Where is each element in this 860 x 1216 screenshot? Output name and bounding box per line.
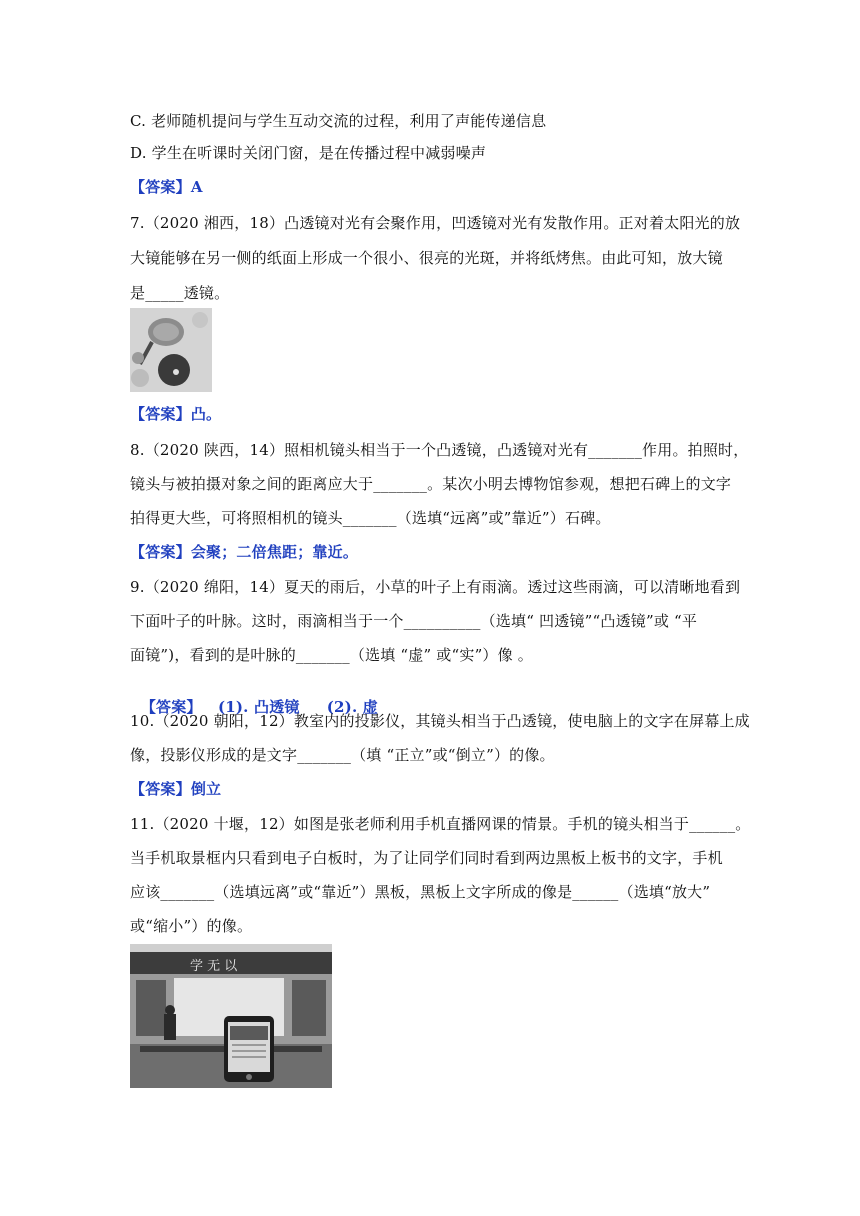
magnifier-photo [130,308,212,392]
q10-answer [130,779,221,799]
q11-line-3: 应该_______（选填远离”或“靠近”）黑板，黑板上文字所成的像是______（选填“放大” [130,883,711,901]
answer-value: 会聚；二倍焦距；靠近。 [190,543,359,561]
board-text: 学 无 以 [190,959,238,974]
answer-label: 【答案】 [130,543,191,561]
answer-value: A [190,178,203,196]
q6-answer [130,177,203,197]
q11-line-4: 或“缩小”）的像。 [130,917,253,935]
answer-value: 凸。 [190,405,222,423]
answer-value: (1). 凸透镜 (2). 虚 [201,698,379,716]
q11-line-2: 当手机取景框内只看到电子白板时，为了让同学们同时看到两边黑板上板书的文字，手机 [130,849,723,867]
magnifier-image [130,308,212,392]
answer-label: 【答案】 [130,405,191,423]
answer-label: 【答案】 [140,698,202,716]
option-c: C. 老师随机提问与学生互动交流的过程，利用了声能传递信息 [130,112,547,130]
q10-line-1: 10.（2020 朝阳，12）教室内的投影仪，其镜头相当于凸透镜，使电脑上的文字在屏幕上成 [130,712,750,730]
answer-label: 【答案】 [130,178,191,196]
q10-line-2: 像，投影仪形成的是文字_______（填 “正立”或“倒立”）的像。 [130,746,555,764]
classroom-photo [130,944,332,1088]
answer-label: 【答案】 [130,780,191,798]
q11-line-1: 11.（2020 十堰，12）如图是张老师利用手机直播网课的情景。手机的镜头相当于______。 [130,815,751,833]
option-d: D. 学生在听课时关闭门窗，是在传播过程中减弱噪声 [130,144,487,162]
q8-line-2: 镜头与被拍摄对象之间的距离应大于_______。某次小明去博物馆参观，想把石碑上的文字 [130,475,732,493]
q7-line-1: 7.（2020 湘西，18）凸透镜对光有会聚作用，凹透镜对光有发散作用。正对着太阳光的放 [130,214,741,232]
answer-value: 倒立 [190,780,222,798]
q9-line-3: 面镜”)，看到的是叶脉的_______（选填 “虚” 或“实”）像 。 [130,646,534,664]
q8-answer [130,542,358,562]
q9-line-1: 9.（2020 绵阳，14）夏天的雨后，小草的叶子上有雨滴。透过这些雨滴，可以清晰地看到 [130,578,741,596]
classroom-image [130,944,332,1088]
q8-line-3: 拍得更大些，可将照相机的镜头_______（选填“远离”或”靠近”）石碑。 [130,509,611,527]
q8-line-1: 8.（2020 陕西，14）照相机镜头相当于一个凸透镜，凸透镜对光有_______作用。拍照时， [130,441,749,459]
q7-line-3: 是_____透镜。 [130,284,230,302]
q7-line-2: 大镜能够在另一侧的纸面上形成一个很小、很亮的光斑，并将纸烤焦。由此可知，放大镜 [130,249,723,267]
q7-answer [130,404,221,424]
q9-line-2: 下面叶子的叶脉。这时，雨滴相当于一个__________（选填“ 凹透镜”“凸透镜”或 “平 [130,612,698,630]
